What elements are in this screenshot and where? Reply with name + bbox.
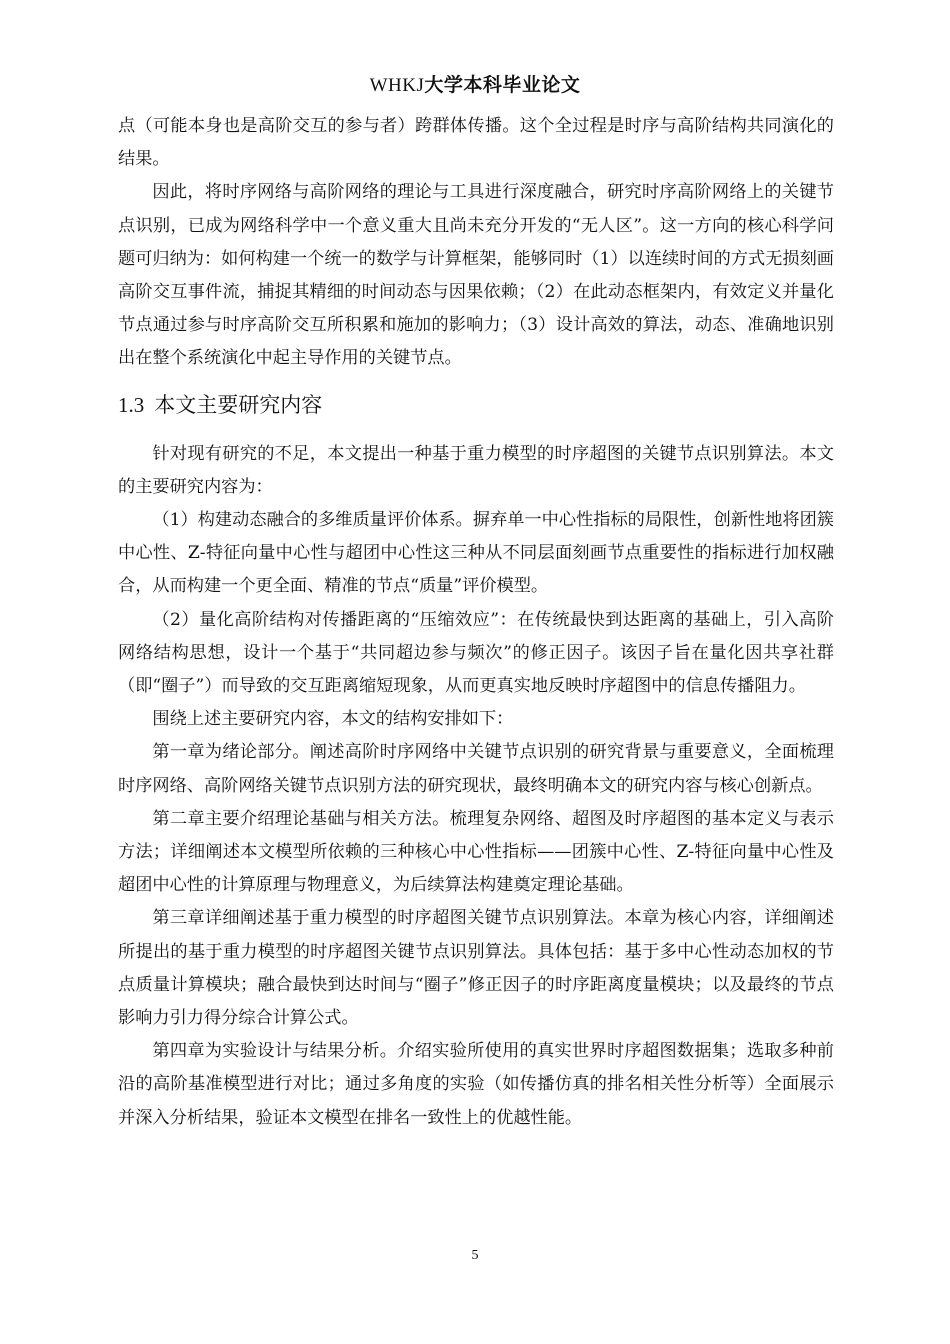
paragraph: 第三章详细阐述基于重力模型的时序超图关键节点识别算法。本章为核心内容，详细阐述所提出的基于重力模型的时序超图关键节点识别算法。具体包括：基于多中心性动态加权的节点质量计算模块；融合最快到达时间与“圈子”修正因子的时序距离度量模块；以及最终的节点影响力引力得分综合计算公式。 bbox=[118, 908, 834, 1029]
paragraph-continued: 点（可能本身也是高阶交互的参与者）跨群体传播。这个全过程是时序与高阶结构共同演化的结果。 bbox=[118, 116, 834, 170]
paragraph: 针对现有研究的不足，本文提出一种基于重力模型的时序超图的关键节点识别算法。本文的主要研究内容为： bbox=[118, 443, 834, 497]
paragraph: 因此，将时序网络与高阶网络的理论与工具进行深度融合，研究时序高阶网络上的关键节点识别，已成为网络科学中一个意义重大且尚未充分开发的“无人区”。这一方向的核心科学问题可归纳为：如何构建一个统一的数学与计算框架，能够同时（1）以连续时间的方式无损刻画高阶交互事件流，捕捉其精细的时间动态与因果依赖；（2）在此动态框架内，有效定义并量化节点通过参与时序高阶交互所积累和施加的影响力；（3）设计高效的算法，动态、准确地识别出在整个系统演化中起主导作用的关键节点。 bbox=[118, 182, 834, 369]
header-title: 大学本科毕业论文 bbox=[424, 74, 581, 96]
section-title: 本文主要研究内容 bbox=[154, 392, 323, 417]
list-paragraph: （1）构建动态融合的多维质量评价体系。摒弃单一中心性指标的局限性，创新性地将团簇中心性、Z-特征向量中心性与超团中心性这三种从不同层面刻画节点重要性的指标进行加权融合，从而构建一个更全面、精准的节点“质量”评价模型。 bbox=[118, 510, 834, 597]
paragraph: 第二章主要介绍理论基础与相关方法。梳理复杂网络、超图及时序超图的基本定义与表示方法；详细阐述本文模型所依赖的三种核心中心性指标——团簇中心性、Z-特征向量中心性及超团中心性的计算原理与物理意义，为后续算法构建奠定理论基础。 bbox=[118, 808, 834, 896]
paragraph: 第一章为绪论部分。阐述高阶时序网络中关键节点识别的研究背景与重要意义，全面梳理时序网络、高阶网络关键节点识别方法的研究现状，最终明确本文的研究内容与核心创新点。 bbox=[118, 742, 834, 796]
header-latin: WHKJ bbox=[369, 75, 425, 96]
body-text bbox=[118, 110, 834, 1135]
list-paragraph: （2）量化高阶结构对传播距离的“压缩效应”：在传统最快到达距离的基础上，引入高阶网络结构思想，设计一个基于“共同超边参与频次”的修正因子。该因子旨在量化因共享社群（即“圈子”）而导致的交互距离缩短现象，从而更真实地反映时序超图中的信息传播阻力。 bbox=[118, 609, 834, 697]
paragraph: 第四章为实验设计与结果分析。介绍实验所使用的真实世界时序超图数据集；选取多种前沿的高阶基准模型进行对比；通过多角度的实验（如传播仿真的排名相关性分析等）全面展示并深入分析结果，验证本文模型在排名一致性上的优越性能。 bbox=[118, 1041, 834, 1128]
running-header bbox=[0, 70, 950, 97]
section-heading bbox=[118, 388, 834, 422]
page-number: 5 bbox=[471, 1248, 479, 1263]
paragraph: 围绕上述主要研究内容，本文的结构安排如下： bbox=[152, 709, 514, 730]
section-number: 1.3 bbox=[118, 392, 145, 417]
